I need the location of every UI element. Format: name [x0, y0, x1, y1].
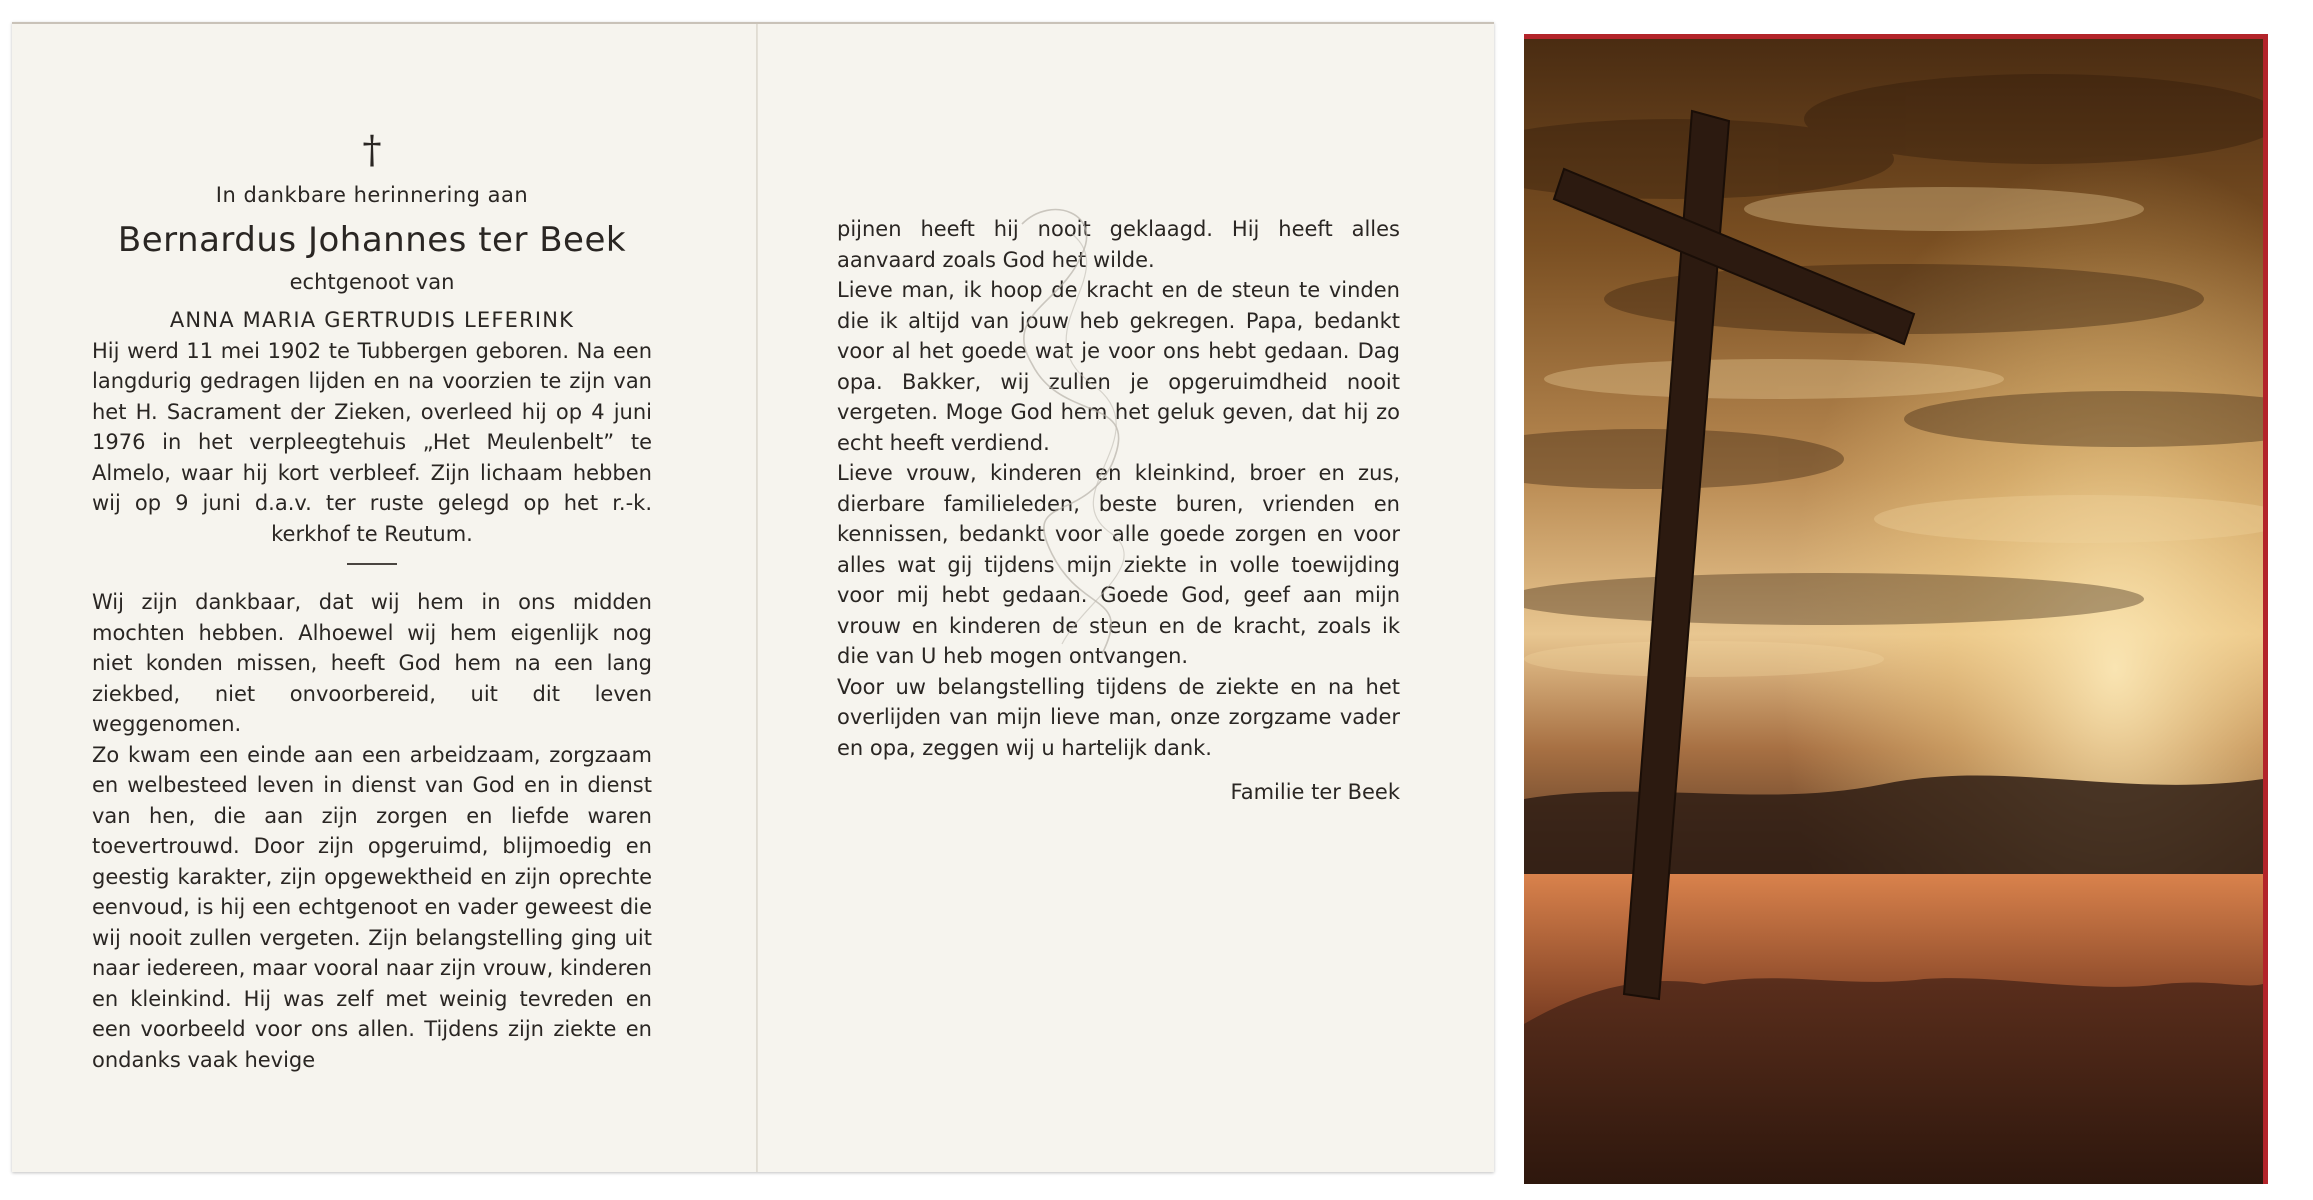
biography-text: Hij werd 11 mei 1902 te Tubbergen geboren. Na een langdurig gedragen lijden en na voorzien te zijn van het H. Sacrament der Zieken, overleed hij op 4 juni 1976 in het verpleegtehuis „Het Meulenbelt” te Almelo, waar hij kort verbleef. Zijn lichaam hebben wij op 9 juni d.a.v. ter ruste gelegd op het r.-k. kerkhof te Reutum.: [92, 338, 652, 546]
farewell-paragraph: Lieve man, ik hoop de kracht en de steun te vinden die ik altijd van jouw heb gekregen. Papa, bedankt voor al het goede wat je voor ons hebt gedaan. Dag opa. Bakker, wij zullen je opgeruimdheid nooit vergeten. Moge God hem het geluk geven, dat hij zo echt heeft verdiend.: [837, 278, 1400, 455]
spouse-of-label: echtgenoot van: [289, 269, 455, 294]
family-signature: Familie ter Beek: [1230, 780, 1400, 804]
memorial-card: [12, 22, 1494, 1172]
family-paragraph: Lieve vrouw, kinderen en kleinkind, broer en zus, dierbare familieleden, beste buren, vrienden en kennissen, bedankt voor alle goede zorgen en voor alles wat gij tijdens mijn ziekte in volle toewijding voor mij hebt gedaan. Goede God, geef aan mijn vrouw en kinderen de steun en de kracht, zoals ik die van U heb mogen ontvangen.: [837, 461, 1400, 668]
life-paragraph: Zo kwam een einde aan een arbeidzaam, zorgzaam en welbesteed leven in dienst van God en in dienst van hen, die aan zijn zorgen en liefde waren toevertrouwd. Door zijn opgeruimd, blijmoedig en geestig karakter, zijn opgewektheid en zijn oprechte eenvoud, is hij een echtgenoot en vader geweest die wij nooit zullen vergeten. Zijn belangstelling ging uit naar iedereen, maar vooral naar zijn vrouw, kinderen en kleinkind. Hij was zelf met weinig tevreden en een voorbeeld voor ons allen. Tijdens zijn ziekte en ondanks vaak hevige: [92, 742, 652, 1072]
sunset-cross-photo: [1524, 34, 2268, 1184]
wooden-cross-sunset-image: [1524, 39, 2263, 1184]
intro-text: In dankbare herinnering aan: [215, 183, 529, 207]
left-panel: [92, 24, 652, 1075]
deceased-name: Bernardus Johannes ter Beek: [117, 219, 627, 260]
acknowledgement-text: Voor uw belangstelling tijdens de ziekte en na het overlijden van mijn lieve man, onze zorgzame vader en opa, zeggen wij u hartelijk dank.: [837, 674, 1400, 760]
right-panel: [837, 24, 1400, 808]
cross-icon: †: [362, 128, 382, 172]
divider: [347, 563, 397, 565]
gratitude-paragraph: Wij zijn dankbaar, dat wij hem in ons midden mochten hebben. Alhoewel wij hem eigenlijk nog niet konden missen, heeft God hem na een lang ziekbed, niet onvoorbereid, uit dit leven weggenomen.: [92, 590, 652, 736]
suffering-paragraph: pijnen heeft hij nooit geklaagd. Hij heeft alles aanvaard zoals God het wilde.: [837, 217, 1400, 272]
card-fold: [756, 24, 758, 1172]
spouse-name: ANNA MARIA GERTRUDIS LEFERINK: [169, 308, 575, 332]
